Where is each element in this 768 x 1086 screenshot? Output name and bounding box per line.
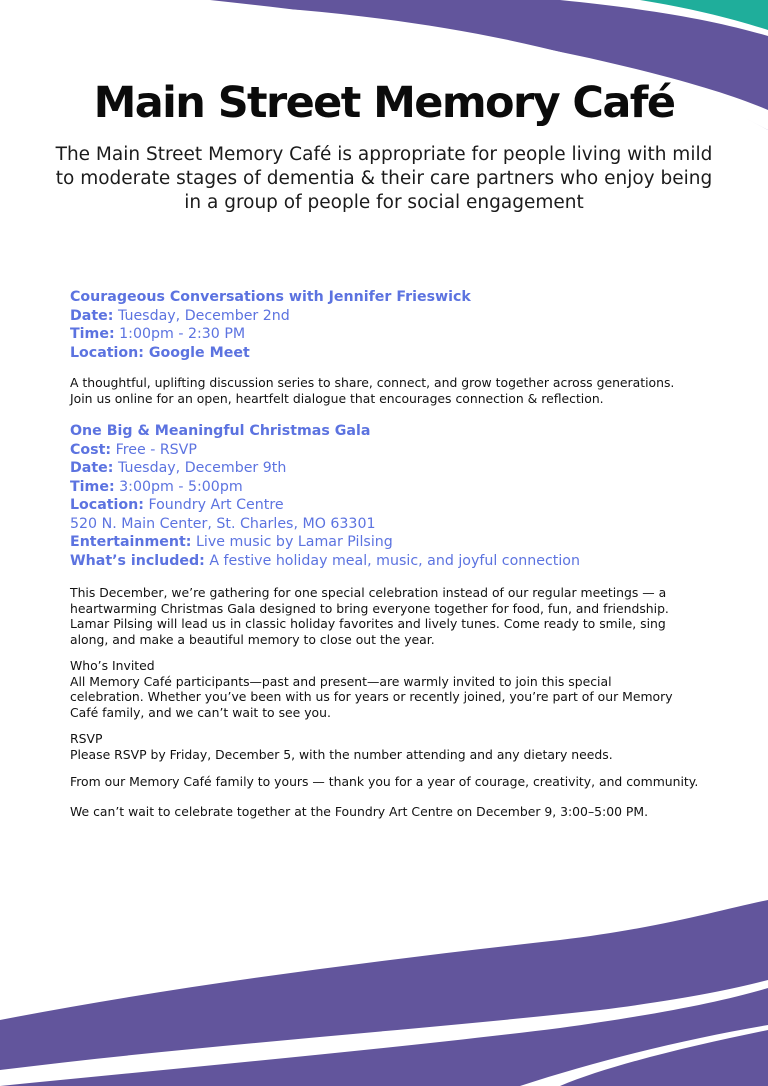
thanks-paragraph: From our Memory Café family to yours — thank you for a year of courage, creativity, and community.: [70, 774, 699, 789]
event2-details: [70, 422, 710, 570]
event1-heading: Courageous Conversations with Jennifer Frieswick: [70, 289, 471, 305]
event2-address: 520 N. Main Center, St. Charles, MO 63301: [70, 515, 376, 532]
event2-cost: Free - RSVP: [115, 441, 197, 458]
rsvp-heading: RSVP: [70, 731, 103, 746]
event2-location: Foundry Art Centre: [148, 497, 284, 513]
invited-paragraph: All Memory Café participants—past and present—are warmly invited to join this special celebration. Whether you’ve been with us for years or recently joined, you’re part of our Memory Café family, and we can’t wait to see you.: [70, 673, 673, 720]
event2-entertainment: Live music by Lamar Pilsing: [196, 534, 393, 550]
gala-intro-paragraph: This December, we’re gathering for one special celebration instead of our regular meetings — a heartwarming Christmas Gala designed to bring everyone together for food, fun, and friendship. Lamar Pilsing will lead us in classic holiday favorites and lively tunes. Come ready to smile, sing along, and make a beautiful memory to close out the year.: [70, 585, 669, 647]
event1-date: Tuesday, December 2nd: [117, 307, 290, 324]
event2-date-label: Date:: [70, 460, 114, 476]
invited-heading: Who’s Invited: [70, 658, 155, 673]
page-title: Main Street Memory Café: [93, 78, 675, 128]
event1-location-label: Location:: [70, 344, 144, 361]
event2-location-label: Location:: [70, 497, 144, 513]
event2-included: A festive holiday meal, music, and joyful connection: [209, 552, 580, 569]
event2-date: Tuesday, December 9th: [117, 460, 287, 476]
closing-paragraph: We can’t wait to celebrate together at the Foundry Art Centre on December 9, 3:00–5:00 PM.: [70, 804, 649, 819]
rsvp-paragraph: Please RSVP by Friday, December 5, with the number attending and any dietary needs.: [70, 746, 613, 762]
bottom-wave-decoration: [0, 880, 768, 1086]
event1-time-label: Time:: [70, 326, 115, 342]
page-subtitle: The Main Street Memory Café is appropriate for people living with mild to moderate stages of dementia & their care partners who enjoy being in a group of people for social engagement: [55, 144, 713, 213]
event2-cost-label: Cost:: [70, 441, 112, 458]
event1-date-label: Date:: [70, 307, 114, 324]
event2-entertainment-label: Entertainment:: [70, 534, 192, 550]
event2-included-label: What’s included:: [70, 552, 205, 569]
event2-time: 3:00pm - 5:00pm: [119, 478, 243, 495]
event2-heading: One Big & Meaningful Christmas Gala: [70, 423, 371, 439]
event1-description: A thoughtful, uplifting discussion series to share, connect, and grow together across generations. Join us online for an open, heartfelt dialogue that encourages connection & reflection.: [70, 375, 675, 406]
event1-location: Google Meet: [148, 344, 250, 361]
event2-time-label: Time:: [70, 478, 115, 495]
event1-details: [70, 288, 710, 362]
event1-time: 1:00pm - 2:30 PM: [119, 326, 246, 342]
